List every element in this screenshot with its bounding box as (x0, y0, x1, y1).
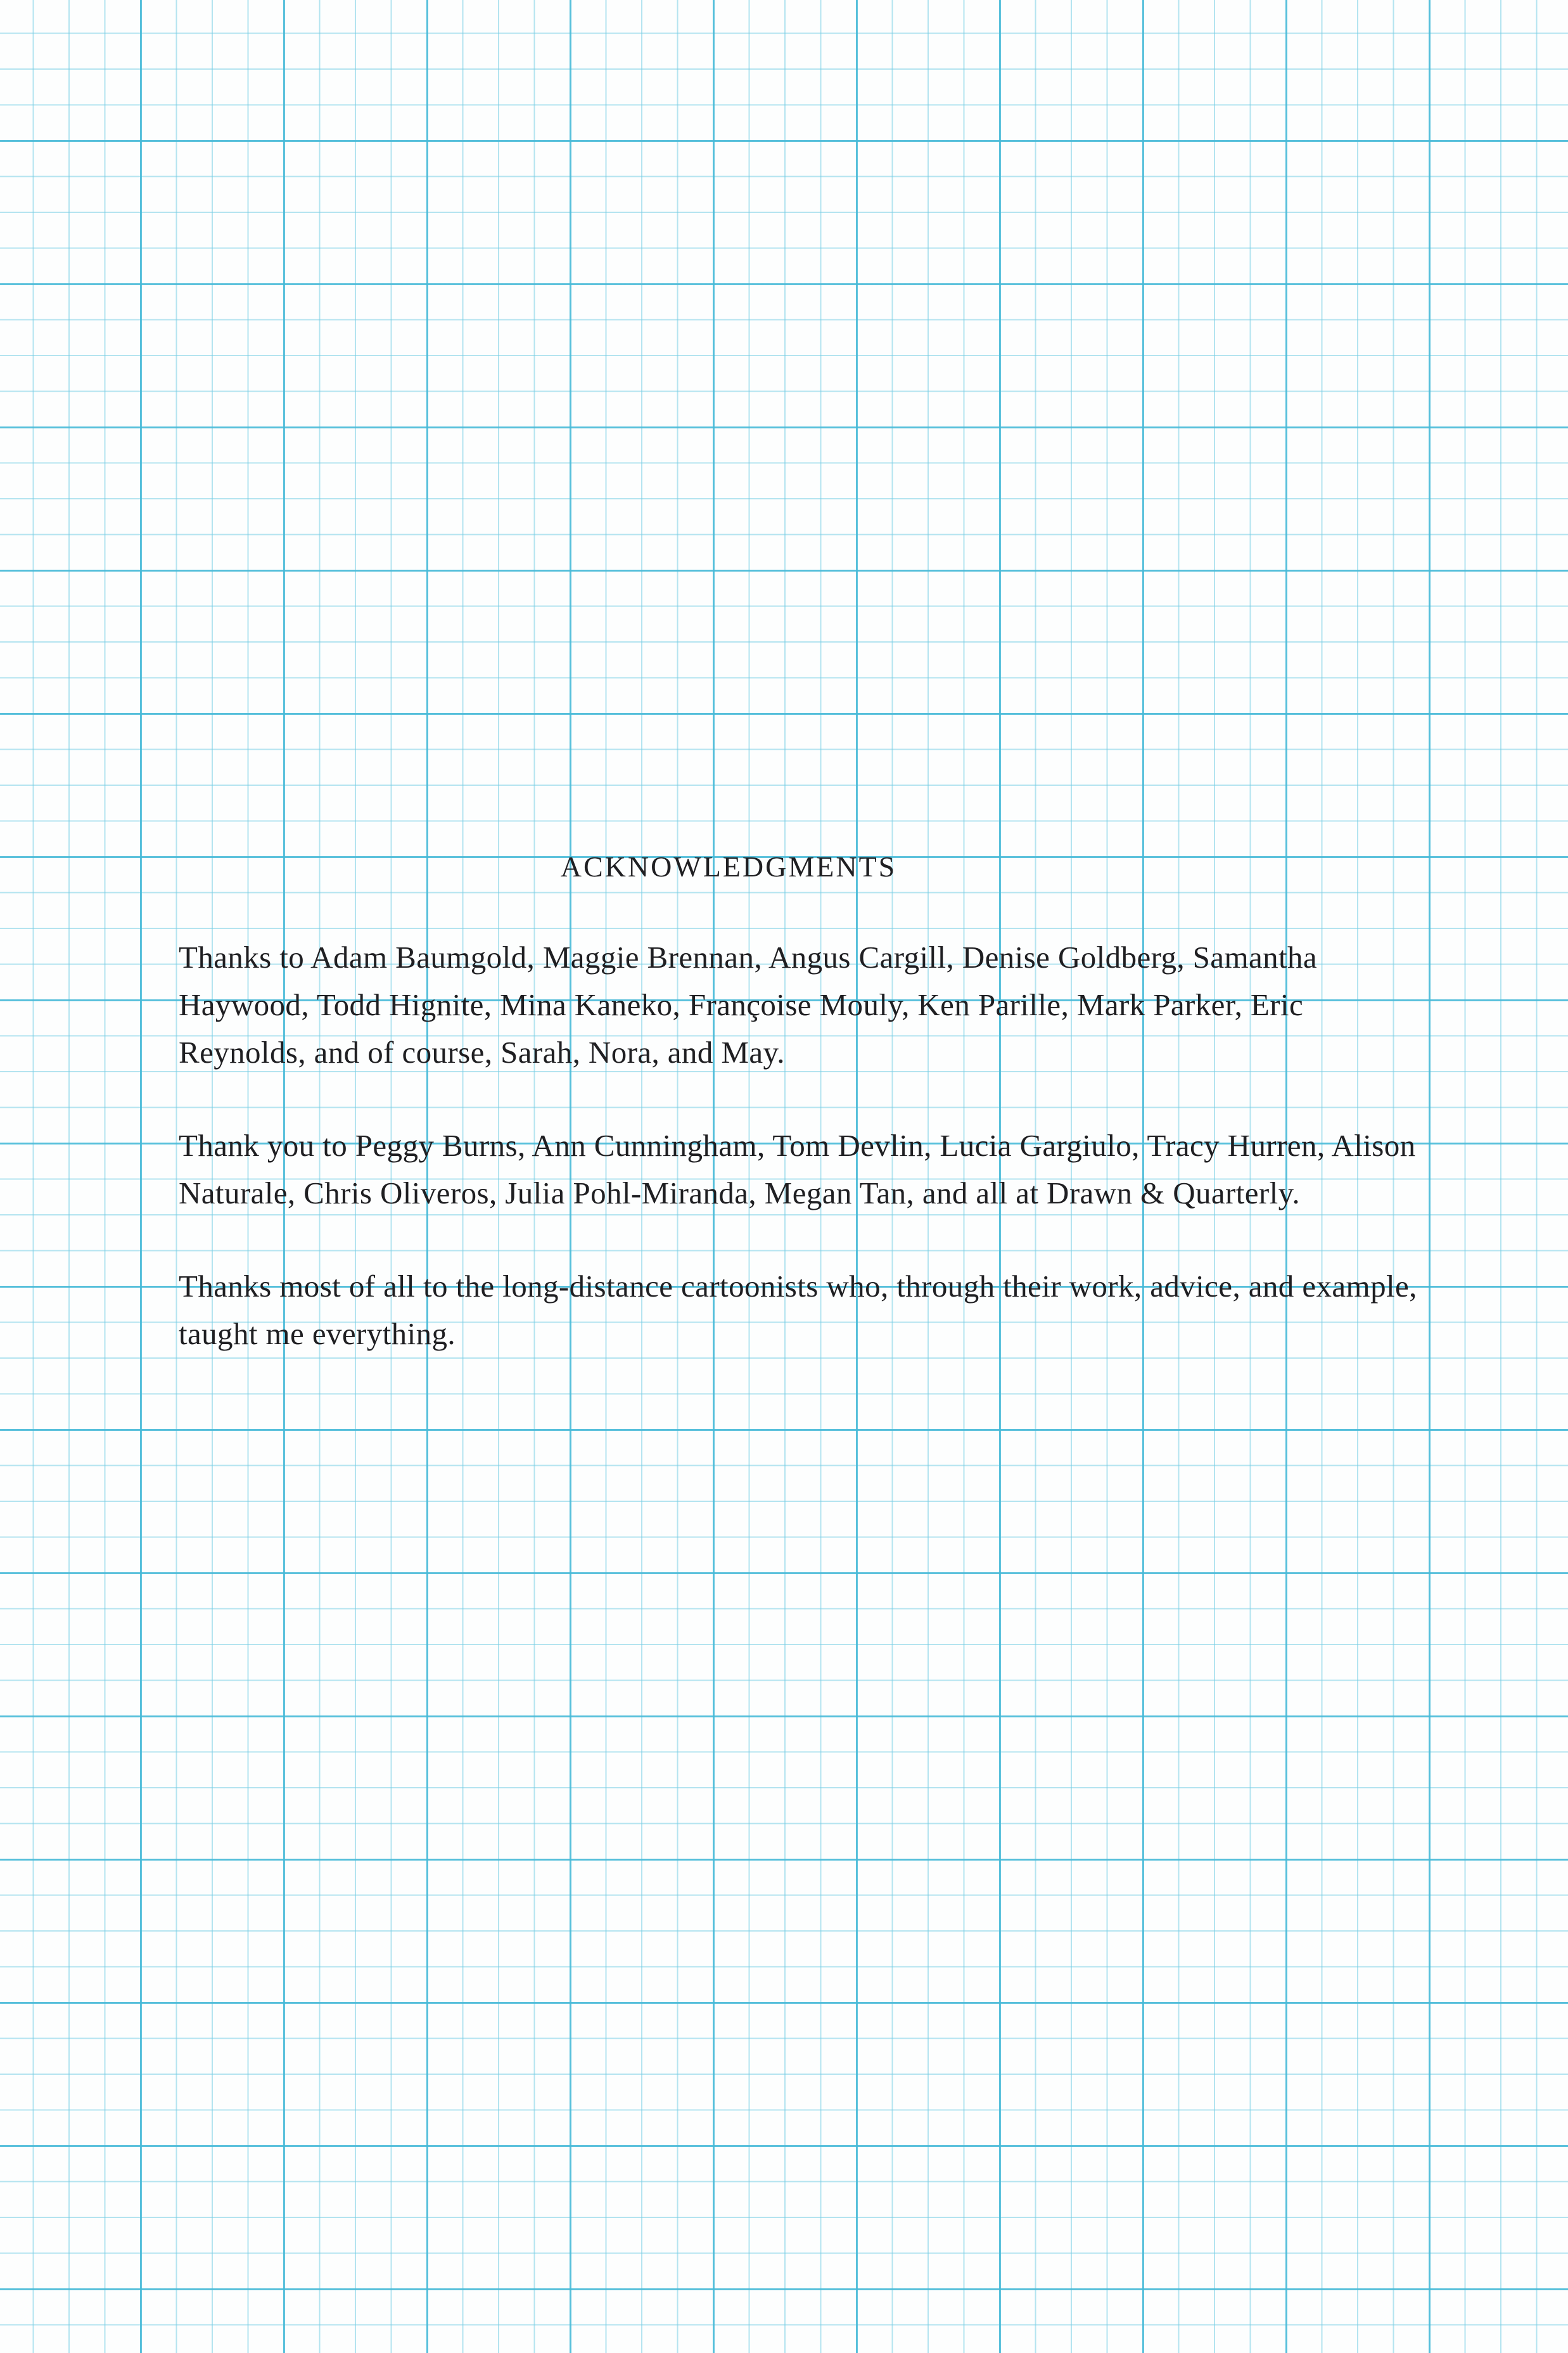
acknowledgment-paragraph-3: Thanks most of all to the long-distance cartoonists who, through their work, advice, and example, taught me everything. (179, 1269, 1417, 1352)
acknowledgment-paragraph-2: Thank you to Peggy Burns, Ann Cunningham, Tom Devlin, Lucia Gargiulo, Tracy Hurren, Alison Naturale, Chris Oliveros, Julia Pohl-Miranda, Megan Tan, and all at Drawn & Quarterly. (179, 1128, 1416, 1211)
page-title: ACKNOWLEDGMENTS (560, 850, 897, 883)
acknowledgment-paragraph-1: Thanks to Adam Baumgold, Maggie Brennan, Angus Cargill, Denise Goldberg, Samantha Haywood, Todd Hignite, Mina Kaneko, Françoise Mouly, Ken Parille, Mark Parker, Eric Reynolds, and of course, Sarah, Nora, and May. (179, 940, 1318, 1070)
acknowledgments-section (179, 849, 1420, 1403)
